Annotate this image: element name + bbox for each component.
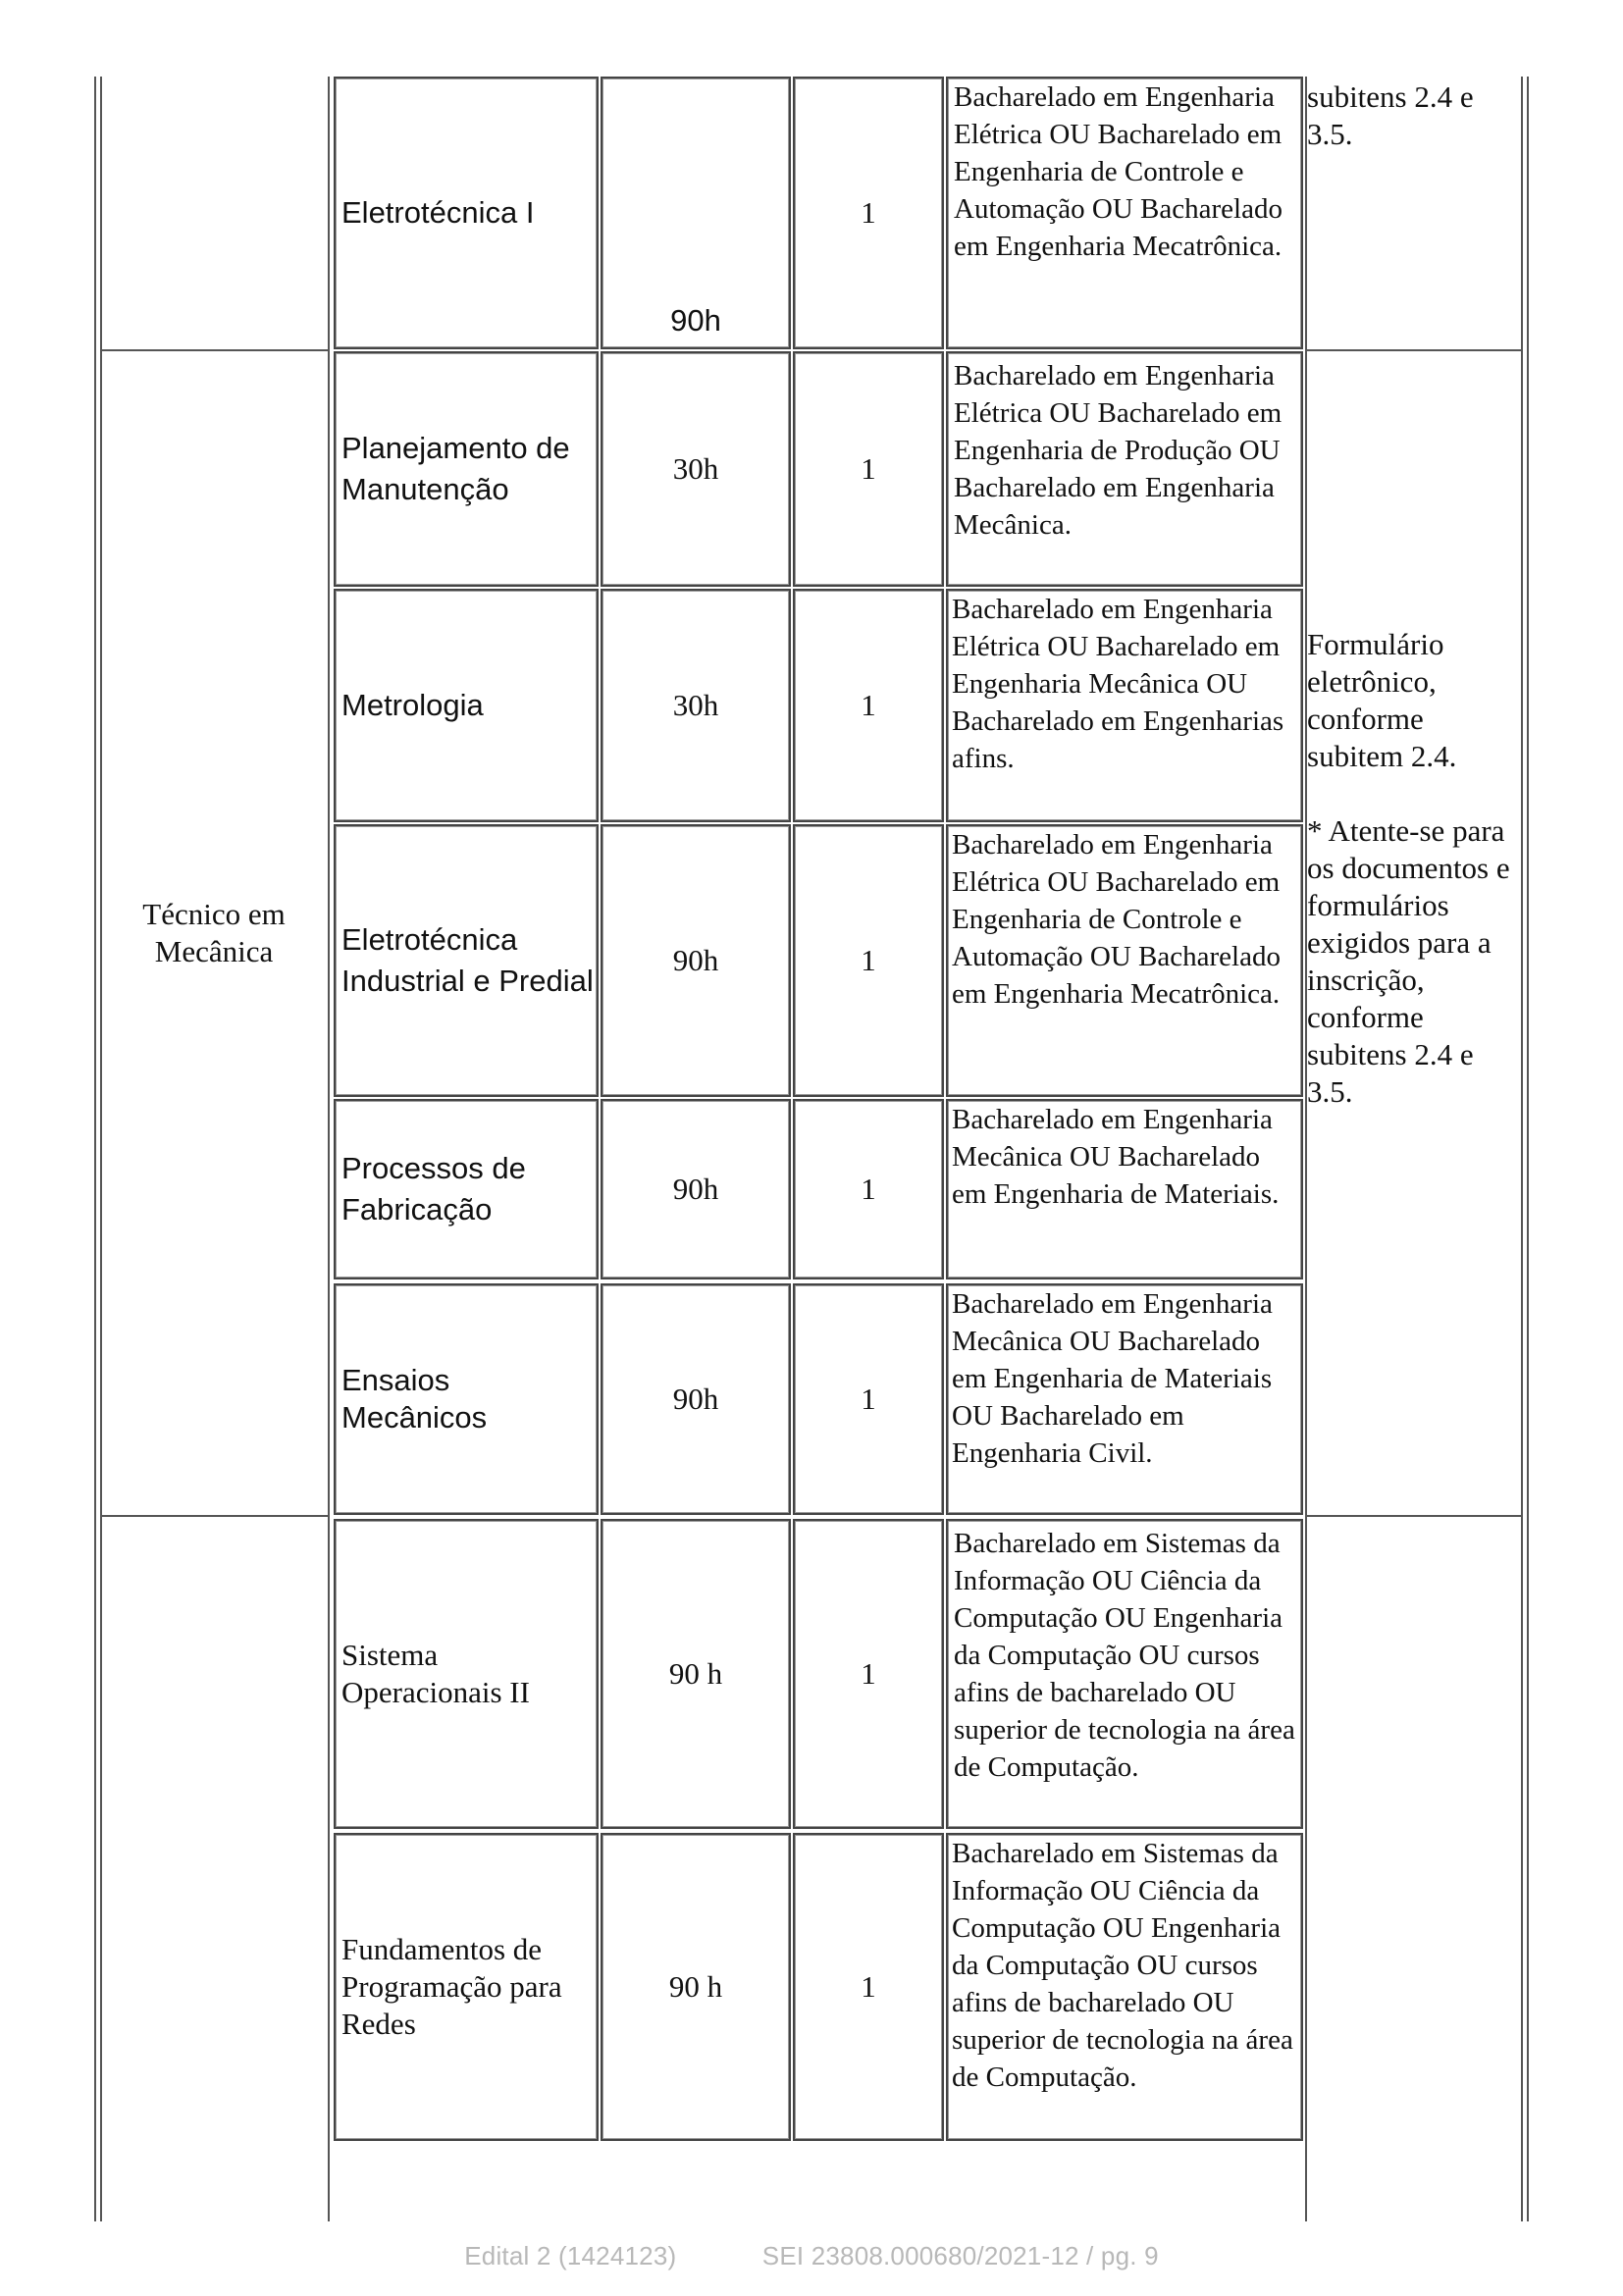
requirement-text: Bacharelado em Sistemas da Informação OU Ciência da Computação OU Engenharia da Computação OU cursos afins de bacharelado OU superior de tecnologia na área de Computação. <box>952 1838 1293 2093</box>
vacancies-value: 1 <box>861 1172 876 1206</box>
vacancies-cell <box>793 824 944 1097</box>
course-name: Técnico em Mecânica <box>142 897 286 968</box>
table-left-border-outer <box>94 77 96 2221</box>
registration-text: subitens 2.4 e 3.5. <box>1307 79 1474 151</box>
vacancies-value: 1 <box>861 451 876 486</box>
vacancies-cell <box>793 1099 944 1279</box>
requirement-cell <box>946 824 1303 1097</box>
requirement-text: Bacharelado em Engenharia Mecânica OU Bacharelado em Engenharia de Materiais OU Bacharelado em Engenharia Civil. <box>952 1288 1273 1469</box>
requirement-cell <box>946 1283 1303 1515</box>
hours-value: 90h <box>670 303 721 338</box>
requirement-text: Bacharelado em Engenharia Elétrica OU Bacharelado em Engenharia Mecânica OU Bacharelado em Engenharias afins. <box>952 594 1284 774</box>
requirement-cell <box>946 351 1303 587</box>
hours-value: 90h <box>672 1382 719 1416</box>
discipline-cell: Sistema Operacionais II <box>341 1638 530 1709</box>
discipline-cell: Fundamentos de Programação para Redes <box>341 1932 562 2041</box>
group-divider <box>1305 1515 1523 1517</box>
table-right-border-inner <box>1521 77 1523 2221</box>
vacancies-value: 1 <box>861 1656 876 1691</box>
vacancies-value: 1 <box>861 1382 876 1416</box>
registration-column-divider <box>1305 77 1307 2221</box>
requirement-cell <box>946 1519 1303 1829</box>
vacancies-cell <box>793 77 944 349</box>
table-row <box>334 824 599 1097</box>
discipline-cell: Metrologia <box>341 688 484 722</box>
group-divider <box>100 1515 328 1517</box>
vacancies-value: 1 <box>861 943 876 977</box>
hours-cell <box>601 824 791 1097</box>
hours-value: 30h <box>672 688 719 722</box>
table-row <box>334 1833 599 2141</box>
requirement-cell <box>946 1099 1303 1279</box>
hours-value: 90 h <box>668 1969 723 2004</box>
hours-cell <box>601 1099 791 1279</box>
hours-value: 90h <box>672 943 719 977</box>
vacancies-value: 1 <box>861 1969 876 2004</box>
table-row <box>334 1283 599 1515</box>
hours-cell <box>601 77 791 349</box>
hours-cell <box>601 1283 791 1515</box>
process-page-label: SEI 23808.000680/2021-12 / pg. 9 <box>761 2241 1159 2270</box>
vacancies-cell <box>793 1833 944 2141</box>
table-right-border-outer <box>1527 77 1529 2221</box>
hours-cell <box>601 351 791 587</box>
registration-documents-note: * Atente-se para os documentos e formulários exigidos para a inscrição, conforme subitens 2.4 e 3.5. <box>1307 813 1510 1109</box>
requirement-text: Bacharelado em Engenharia Elétrica OU Bacharelado em Engenharia de Controle e Automação OU Bacharelado em Engenharia Mecatrônica. <box>954 81 1283 262</box>
vacancies-value: 1 <box>861 688 876 722</box>
hours-value: 30h <box>672 451 719 486</box>
page-footer <box>0 2241 1623 2271</box>
hours-cell <box>601 1833 791 2141</box>
table-row <box>334 1099 599 1279</box>
registration-form-note: Formulário eletrônico, conforme subitem 2.4. <box>1307 627 1457 773</box>
group-divider <box>1305 349 1523 351</box>
vacancies-cell <box>793 589 944 822</box>
table-row <box>334 589 599 822</box>
table-row <box>334 77 599 349</box>
requirement-cell <box>946 77 1303 349</box>
hours-cell <box>601 1519 791 1829</box>
document-label: Edital 2 (1424123) <box>464 2241 677 2270</box>
discipline-cell: Eletrotécnica Industrial e Predial <box>341 922 594 998</box>
discipline-cell: Planejamento de Manutenção <box>341 431 570 506</box>
requirement-cell <box>946 1833 1303 2141</box>
vacancies-cell <box>793 351 944 587</box>
discipline-cell: Ensaios Mecânicos <box>341 1363 488 1435</box>
requirement-text: Bacharelado em Engenharia Mecânica OU Bacharelado em Engenharia de Materiais. <box>952 1104 1280 1210</box>
requirement-text: Bacharelado em Engenharia Elétrica OU Bacharelado em Engenharia de Controle e Automação OU Bacharelado em Engenharia Mecatrônica. <box>952 829 1281 1010</box>
table-row <box>334 351 599 587</box>
course-column-divider <box>328 77 330 2221</box>
table-row <box>334 1519 599 1829</box>
vacancies-value: 1 <box>861 195 876 230</box>
hours-cell <box>601 589 791 822</box>
discipline-cell: Eletrotécnica I <box>341 195 535 230</box>
discipline-cell: Processos de Fabricação <box>341 1151 526 1226</box>
vacancies-cell <box>793 1283 944 1515</box>
hours-value: 90 h <box>668 1656 723 1691</box>
requirement-text: Bacharelado em Sistemas da Informação OU Ciência da Computação OU Engenharia da Computação OU cursos afins de bacharelado OU superior de tecnologia na área de Computação. <box>954 1528 1295 1783</box>
requirement-text: Bacharelado em Engenharia Elétrica OU Bacharelado em Engenharia de Produção OU Bacharelado em Engenharia Mecânica. <box>954 360 1283 541</box>
requirement-cell <box>946 589 1303 822</box>
vacancies-cell <box>793 1519 944 1829</box>
hours-value: 90h <box>672 1172 719 1206</box>
registration-text <box>1307 626 1519 1111</box>
